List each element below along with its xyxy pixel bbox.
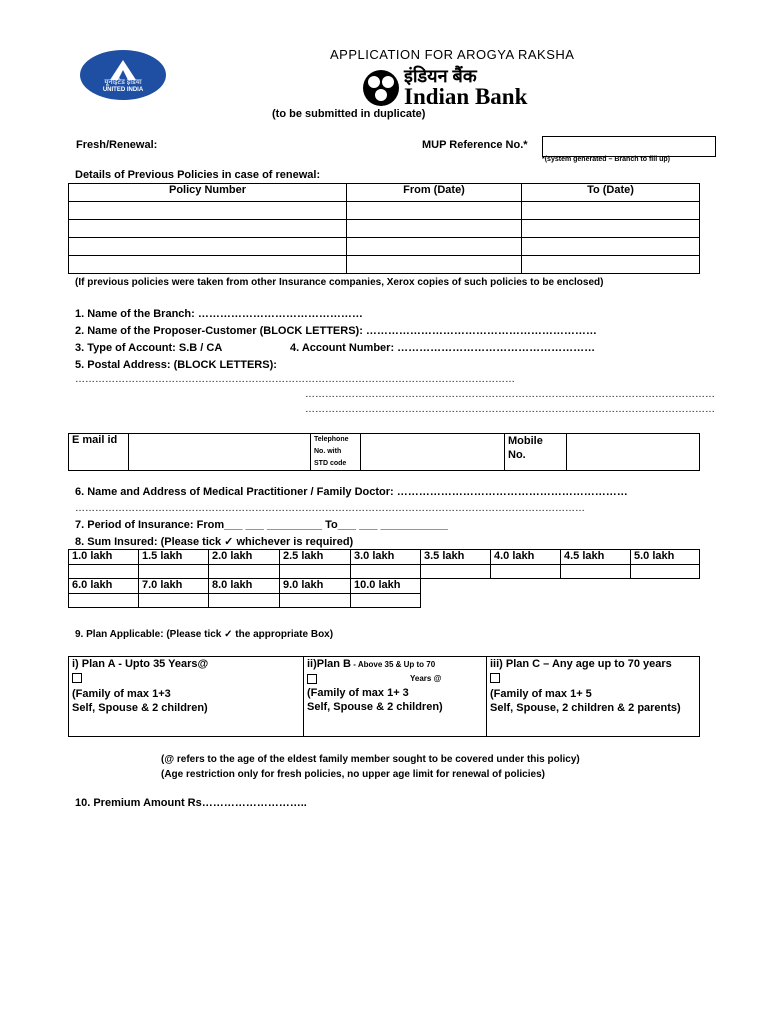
logo-hindi-text: यूनाइटेड इंडिया (104, 79, 142, 86)
table-cell[interactable] (347, 202, 522, 220)
column-header: Policy Number (69, 184, 347, 202)
table-cell[interactable] (347, 238, 522, 256)
plan-applicable-label: 9. Plan Applicable: (Please tick ✓ the appropriate Box) (75, 629, 334, 640)
sum-insured-table-row1 (68, 549, 700, 608)
mobile-label: Mobile No. (505, 434, 567, 471)
bank-name: Indian Bank (404, 84, 528, 109)
sum-option: 4.0 lakh (491, 550, 561, 565)
tick-cell[interactable] (209, 565, 280, 579)
plan-b-members: Self, Spouse & 2 children) (307, 701, 443, 713)
previous-policies-note: (If previous policies were taken from other Insurance companies, Xerox copies of such policies to be enclosed) (75, 277, 604, 288)
table-cell[interactable] (522, 256, 700, 274)
premium-amount-field[interactable]: 10. Premium Amount Rs……………………….. (75, 797, 307, 809)
sum-option: 2.5 lakh (280, 550, 351, 565)
age-note: (@ refers to the age of the eldest family member sought to be covered under this policy) (161, 754, 580, 765)
plan-b-subtitle: - Above 35 & Up to 70 (351, 660, 436, 669)
tick-cell[interactable] (351, 565, 421, 579)
table-cell[interactable] (522, 202, 700, 220)
plan-table (68, 656, 700, 737)
table-cell[interactable] (69, 220, 347, 238)
telephone-label: Telephone No. with STD code (311, 434, 361, 471)
sum-option: 4.5 lakh (561, 550, 631, 565)
plan-a-checkbox[interactable] (72, 673, 82, 683)
plan-b-years: Years @ (410, 674, 442, 683)
tick-cell[interactable] (139, 565, 209, 579)
tick-cell[interactable] (209, 594, 280, 608)
period-of-insurance-field[interactable]: 7. Period of Insurance: From___ ___ _________ To___ ___ ___________ (75, 519, 448, 531)
table-cell[interactable] (522, 238, 700, 256)
tick-cell[interactable] (280, 565, 351, 579)
plan-c-members: Self, Spouse, 2 children & 2 parents) (490, 702, 681, 714)
tick-cell[interactable] (351, 594, 421, 608)
medical-practitioner-dots[interactable]: ……………………………………………………………………………………………………………………………………… (75, 503, 585, 514)
mup-reference-label: MUP Reference No.* (422, 139, 528, 151)
postal-address-line-1[interactable]: …………………………………………………………………………………………………………………… (75, 374, 515, 385)
email-label: E mail id (69, 434, 129, 471)
logo-english-text: UNITED INDIA (102, 87, 144, 93)
previous-policies-table (68, 183, 700, 274)
sum-option: 7.0 lakh (139, 579, 209, 594)
plan-b-family: (Family of max 1+ 3 (307, 687, 409, 699)
table-cell[interactable] (69, 238, 347, 256)
tick-cell[interactable] (631, 565, 700, 579)
plan-a-cell (69, 657, 304, 737)
account-number-field[interactable]: 4. Account Number: ……………………………………………… (290, 342, 596, 354)
proposer-field[interactable]: 2. Name of the Proposer-Customer (BLOCK LETTERS): ……………………………………………………… (75, 325, 597, 337)
tick-cell[interactable] (491, 565, 561, 579)
table-cell[interactable] (69, 202, 347, 220)
mup-reference-field[interactable] (542, 136, 716, 157)
mup-reference-note: *(system generated – Branch to fill up) (542, 156, 670, 163)
branch-field[interactable]: 1. Name of the Branch: ……………………………………… (75, 308, 363, 320)
plan-c-family: (Family of max 1+ 5 (490, 688, 592, 700)
sum-option: 5.0 lakh (631, 550, 700, 565)
sum-option: 9.0 lakh (280, 579, 351, 594)
contact-table (68, 433, 700, 471)
tick-cell[interactable] (280, 594, 351, 608)
sum-insured-label: 8. Sum Insured: (Please tick ✓ whichever is required) (75, 536, 354, 548)
plan-b-checkbox[interactable] (307, 674, 317, 684)
tick-cell[interactable] (69, 594, 139, 608)
duplicate-note: (to be submitted in duplicate) (272, 108, 426, 120)
medical-practitioner-field[interactable]: 6. Name and Address of Medical Practitioner / Family Doctor: ……………………………………………………… (75, 486, 628, 498)
postal-address-line-3[interactable]: …………………………………………………………………………………………………………… (305, 404, 715, 415)
sum-option: 6.0 lakh (69, 579, 139, 594)
account-type-field[interactable]: 3. Type of Account: S.B / CA (75, 342, 223, 354)
plan-a-members: Self, Spouse & 2 children) (72, 702, 208, 714)
previous-policies-heading: Details of Previous Policies in case of renewal: (75, 169, 321, 181)
column-header: To (Date) (522, 184, 700, 202)
plan-a-family: (Family of max 1+3 (72, 688, 171, 700)
table-cell[interactable] (347, 256, 522, 274)
tick-cell[interactable] (561, 565, 631, 579)
plan-c-checkbox[interactable] (490, 673, 500, 683)
sum-option: 1.5 lakh (139, 550, 209, 565)
plan-c-cell (487, 657, 700, 737)
sum-option: 2.0 lakh (209, 550, 280, 565)
table-cell[interactable] (522, 220, 700, 238)
tick-cell[interactable] (421, 565, 491, 579)
mobile-field[interactable] (567, 434, 700, 471)
tick-cell[interactable] (69, 565, 139, 579)
postal-address-label: 5. Postal Address: (BLOCK LETTERS): (75, 359, 277, 371)
sum-option: 3.0 lakh (351, 550, 421, 565)
sum-option: 3.5 lakh (421, 550, 491, 565)
indian-bank-logo-icon (360, 68, 402, 108)
sum-option: 8.0 lakh (209, 579, 280, 594)
tick-cell[interactable] (139, 594, 209, 608)
postal-address-line-2[interactable]: …………………………………………………………………………………………………………… (305, 389, 715, 400)
plan-b-cell (304, 657, 487, 737)
plan-b-title: ii)Plan B (307, 658, 352, 670)
table-cell[interactable] (347, 220, 522, 238)
sum-option: 10.0 lakh (351, 579, 421, 594)
table-cell[interactable] (69, 256, 347, 274)
bank-name-hindi: इंडियन बैंक (404, 66, 477, 86)
united-india-logo (80, 50, 166, 100)
telephone-field[interactable] (361, 434, 505, 471)
column-header: From (Date) (347, 184, 522, 202)
sum-option: 1.0 lakh (69, 550, 139, 565)
form-title: APPLICATION FOR AROGYA RAKSHA (330, 47, 575, 62)
plan-a-title: i) Plan A - Upto 35 Years@ (72, 658, 209, 670)
plan-c-title: iii) Plan C – Any age up to 70 years (490, 658, 672, 670)
email-field[interactable] (129, 434, 311, 471)
fresh-renewal-label: Fresh/Renewal: (76, 139, 158, 151)
age-restriction-note: (Age restriction only for fresh policies, no upper age limit for renewal of policies) (161, 769, 545, 780)
